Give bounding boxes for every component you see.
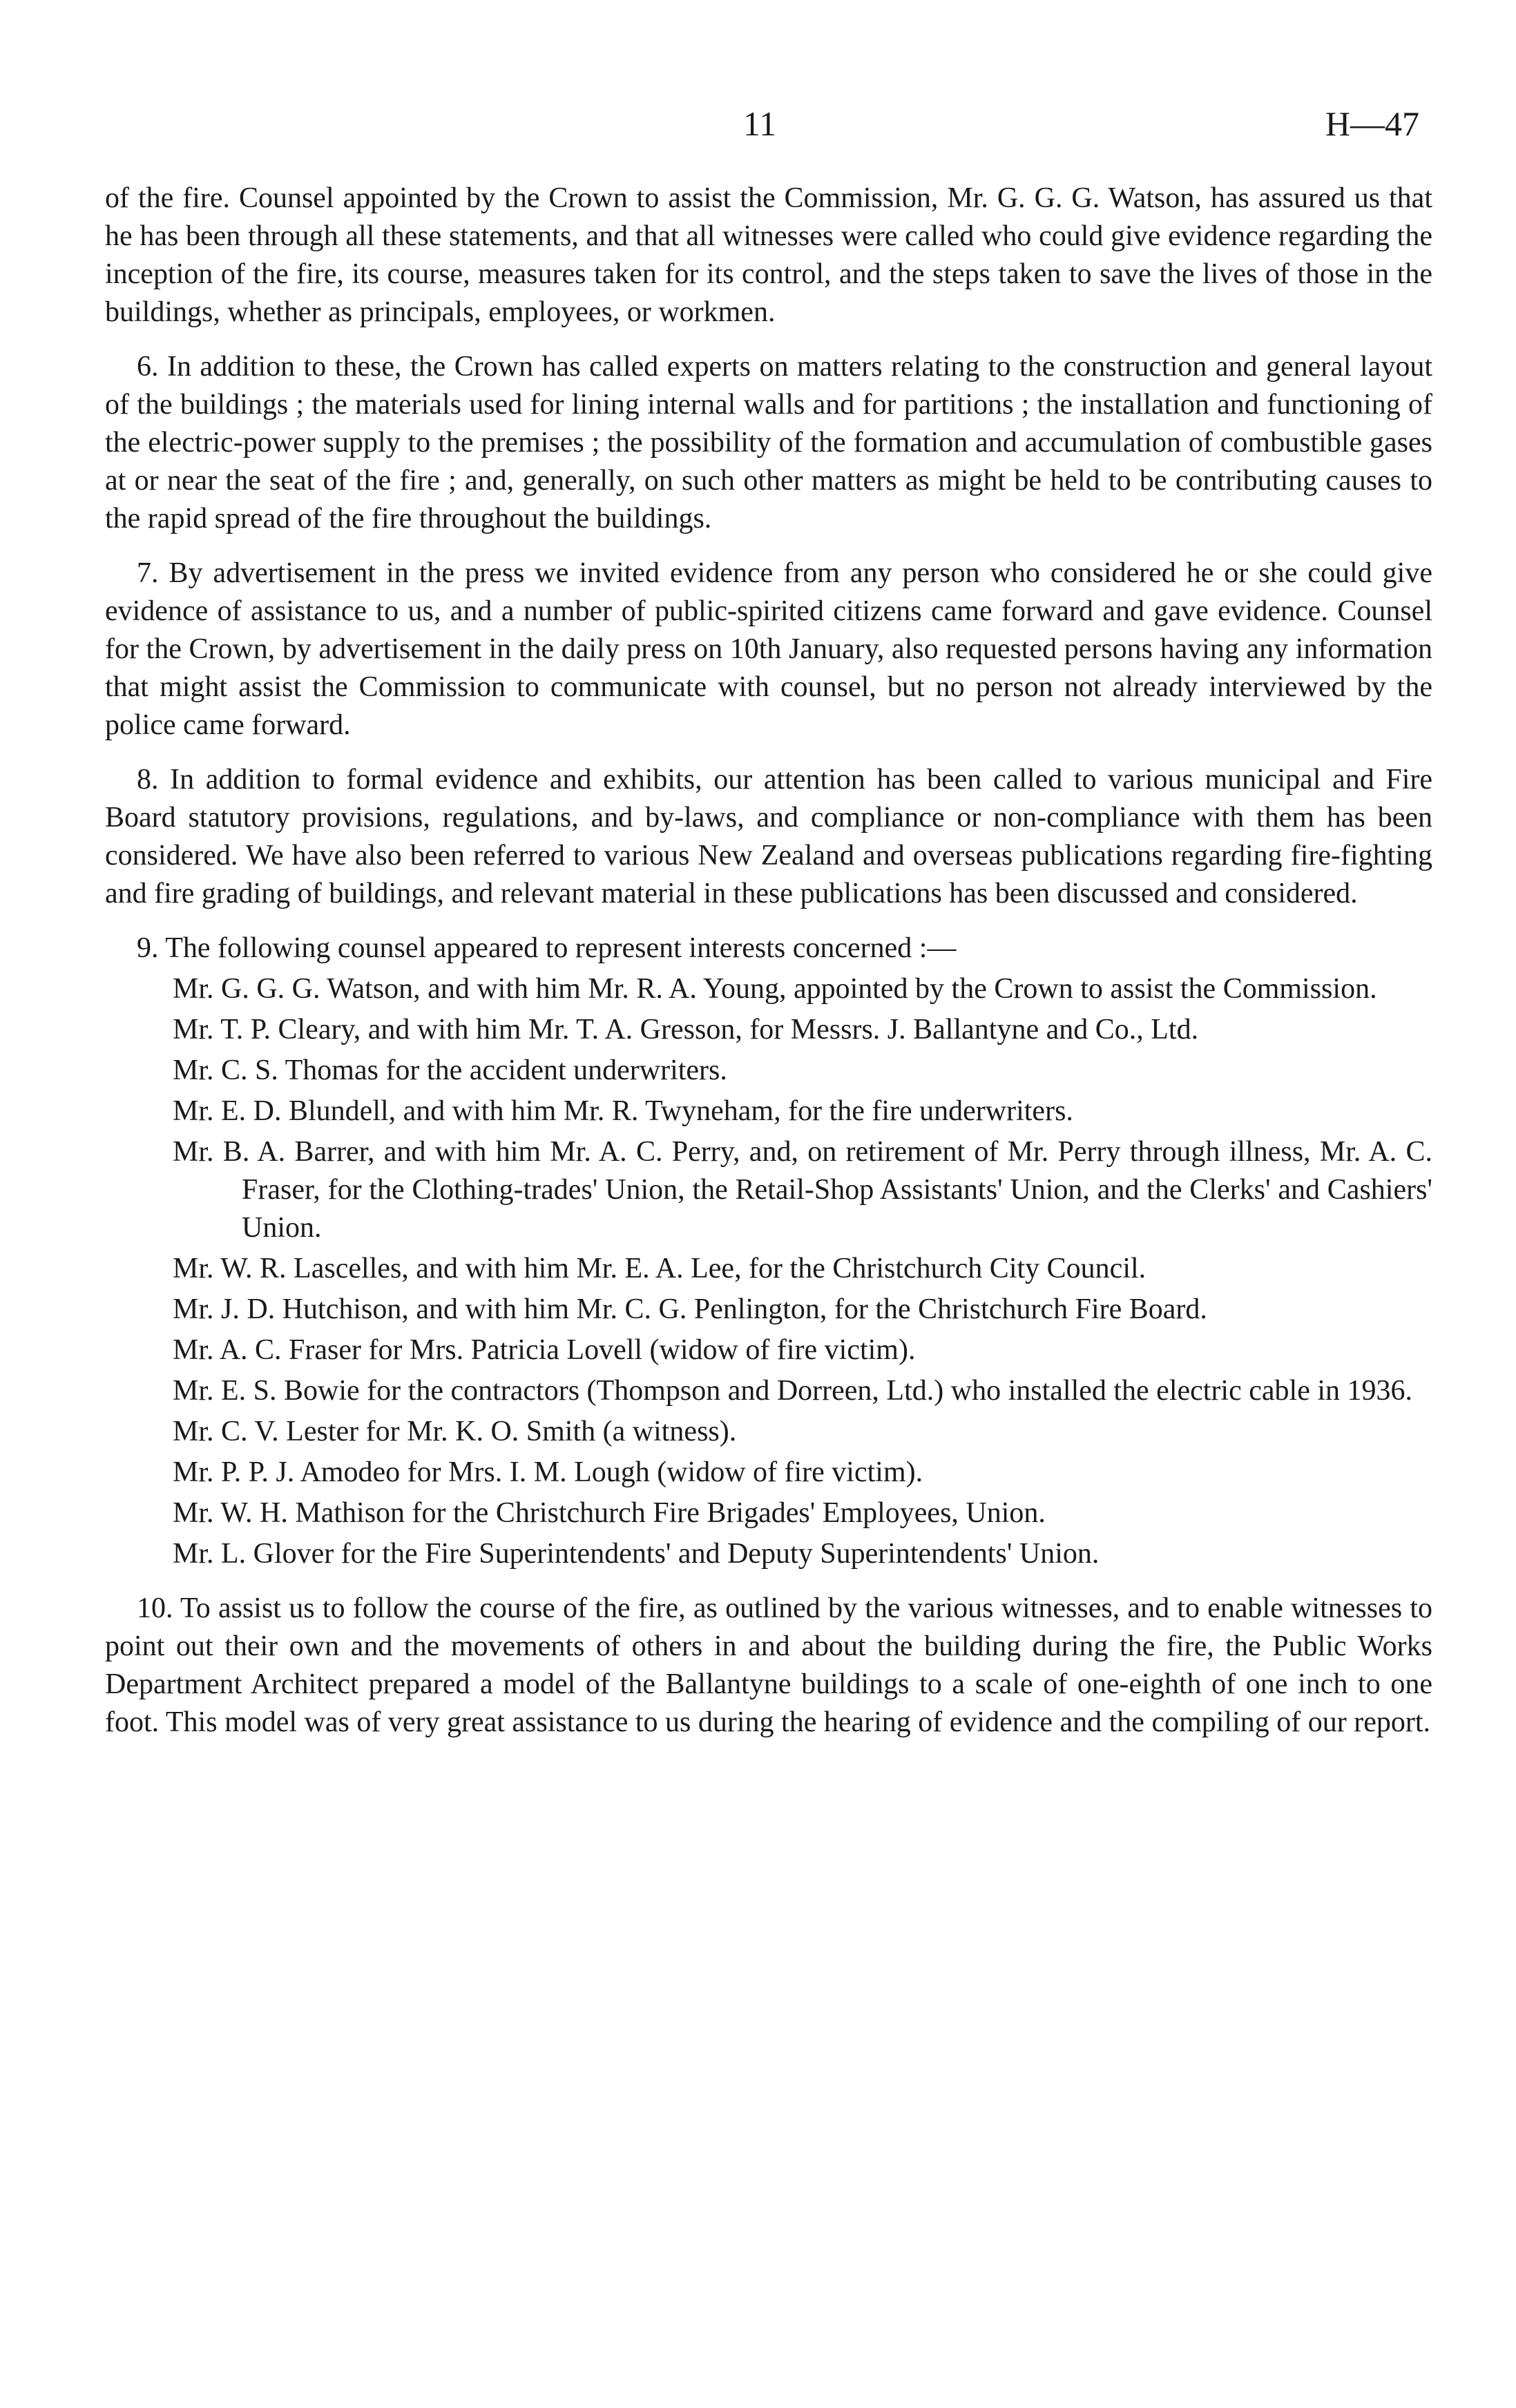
counsel-list [105, 970, 1432, 1573]
list-item: Mr. P. P. J. Amodeo for Mrs. I. M. Lough (widow of fire victim). [173, 1456, 923, 1488]
list-item: Mr. W. H. Mathison for the Christchurch Fire Brigades' Employees, Union. [173, 1497, 1046, 1529]
page-number: 11 [742, 104, 777, 143]
list-item: Mr. G. G. G. Watson, and with him Mr. R. A. Young, appointed by the Crown to assist the Commission. [173, 973, 1377, 1005]
list-item: Mr. L. Glover for the Fire Superintendents' and Deputy Superintendents' Union. [173, 1538, 1100, 1570]
body-text [105, 180, 1432, 1758]
paragraph-9: 9. The following counsel appeared to represent interests concerned :— [137, 932, 957, 964]
list-item: Mr. E. S. Bowie for the contractors (Thompson and Dorreen, Ltd.) who installed the electric cable in 1936. [173, 1375, 1413, 1407]
list-item: Mr. A. C. Fraser for Mrs. Patricia Lovell (widow of fire victim). [173, 1334, 916, 1366]
paragraph-10: 10. To assist us to follow the course of the fire, as outlined by the various witnesses, and to enable witnesses to point out their own and the movements of others in and about the building during the fire, the Public Works Department Architect prepared a model of the Ballantyne buildings to a scale of one-eighth of one inch to one foot. This model was of very great assistance to us during the hearing of evidence and the compiling of our report. [105, 1592, 1432, 1738]
list-item: Mr. T. P. Cleary, and with him Mr. T. A. Gresson, for Messrs. J. Ballantyne and Co., Ltd. [173, 1014, 1199, 1046]
paragraph-6: 6. In addition to these, the Crown has called experts on matters relating to the construction and general layout of the buildings ; the materials used for lining internal walls and for partitions ; the installation and functioning of the electric-power supply to the premises ; the possibility of the formation and accumulation of combustible gases at or near the seat of the fire ; and, generally, on such other matters as might be held to be contributing causes to the rapid spread of the fire throughout the buildings. [105, 351, 1432, 534]
paragraph-7: 7. By advertisement in the press we invited evidence from any person who considered he or she could give evidence of assistance to us, and a number of public-spirited citizens came forward and gave evidence. Counsel for the Crown, by advertisement in the daily press on 10th January, also requested persons having any information that might assist the Commission to communicate with counsel, but no person not already interviewed by the police came forward. [105, 557, 1432, 741]
list-item: Mr. J. D. Hutchison, and with him Mr. C. G. Penlington, for the Christchurch Fire Board. [173, 1293, 1207, 1325]
paragraph-8: 8. In addition to formal evidence and exhibits, our attention has been called to various municipal and Fire Board statutory provisions, regulations, and by-laws, and compliance or non-compliance with them has been considered. We have also been referred to various New Zealand and overseas publications regarding fire-fighting and fire grading of buildings, and relevant material in these publications has been discussed and considered. [105, 764, 1432, 909]
document-code: H—47 [1325, 104, 1419, 143]
list-item: Mr. B. A. Barrer, and with him Mr. A. C. Perry, and, on retirement of Mr. Perry through illness, Mr. A. C. Fraser, for the Clothing-trades' Union, the Retail-Shop Assistants' Union, and the Clerks' and Cashiers' Union. [173, 1136, 1432, 1244]
list-item: Mr. W. R. Lascelles, and with him Mr. E. A. Lee, for the Christchurch City Council. [173, 1253, 1146, 1284]
list-item: Mr. C. V. Lester for Mr. K. O. Smith (a witness). [173, 1416, 737, 1447]
list-item: Mr. E. D. Blundell, and with him Mr. R. Twyneham, for the fire underwriters. [173, 1095, 1073, 1127]
page-header [0, 104, 1516, 159]
list-item: Mr. C. S. Thomas for the accident underwriters. [173, 1054, 727, 1086]
paragraph-continuation: of the fire. Counsel appointed by the Crown to assist the Commission, Mr. G. G. G. Watson, has assured us that he has been through all these statements, and that all witnesses were called who could give evidence regarding the inception of the fire, its course, measures taken for its control, and the steps taken to save the lives of those in the buildings, whether as principals, employees, or workmen. [105, 182, 1432, 328]
